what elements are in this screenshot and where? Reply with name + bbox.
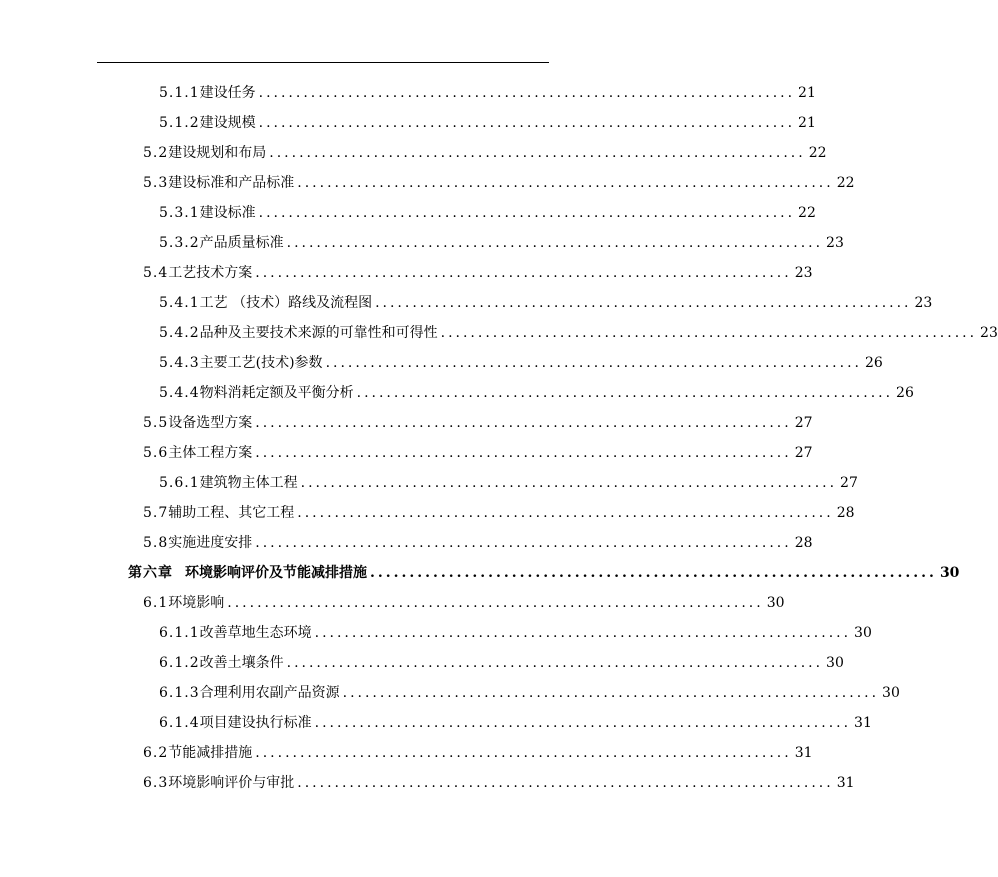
toc-entry-number: 6.3 [143, 775, 169, 791]
toc-entry[interactable] [159, 652, 844, 674]
dot-leader: ........................................................................ [255, 415, 792, 431]
dot-leader: ........................................................................ [255, 745, 792, 761]
toc-entry-number: 6.1.1 [159, 625, 200, 641]
toc-entry-title: 建设任务 [199, 85, 256, 101]
toc-entry-number: 6.1.3 [159, 685, 200, 701]
toc-entry-title: 合理利用农副产品资源 [199, 685, 340, 701]
toc-entry-page: 30 [766, 595, 785, 611]
toc-entry-page: 27 [840, 475, 858, 491]
dot-leader: ........................................................................ [314, 715, 852, 731]
toc-entry-title: 节能减排措施 [168, 745, 253, 761]
toc-entry-page: 26 [864, 355, 883, 371]
toc-entry-title: 工艺 （技术）路线及流程图 [199, 295, 373, 311]
toc-entry-title: 建设标准 [199, 205, 256, 221]
dot-leader: ........................................................................ [370, 565, 937, 581]
toc-entry[interactable] [143, 502, 855, 524]
dot-leader: ........................................................................ [286, 235, 824, 251]
dot-leader: ........................................................................ [375, 295, 912, 311]
toc-entry-page: 21 [798, 85, 816, 101]
toc-entry-title: 品种及主要技术来源的可靠性和可得性 [199, 325, 438, 341]
toc-entry-number: 第六章 [128, 565, 173, 581]
toc-entry-page: 30 [939, 565, 960, 581]
toc-entry-title: 辅助工程、其它工程 [168, 505, 295, 521]
toc-entry[interactable] [143, 262, 813, 284]
dot-leader: ........................................................................ [258, 205, 796, 221]
dot-leader: ........................................................................ [258, 85, 796, 101]
toc-entry-title: 环境影响 [168, 595, 225, 611]
dot-leader: ........................................................................ [255, 265, 792, 281]
toc-entry-page: 23 [914, 295, 933, 311]
toc-chapter-entry[interactable] [128, 562, 960, 584]
toc-entry[interactable] [143, 742, 813, 764]
dot-leader: ........................................................................ [342, 685, 880, 701]
dot-leader: ........................................................................ [297, 175, 834, 191]
toc-entry-number: 5.1.2 [159, 115, 200, 131]
dot-leader: ........................................................................ [255, 445, 792, 461]
dot-leader: ........................................................................ [314, 625, 852, 641]
toc-entry-title: 工艺技术方案 [168, 265, 253, 281]
toc-entry-title: 建设标准和产品标准 [168, 175, 295, 191]
toc-entry-title: 环境影响评价与审批 [168, 775, 295, 791]
toc-entry[interactable] [159, 322, 998, 344]
toc-entry-page: 21 [798, 115, 816, 131]
toc-entry-number: 6.1 [143, 595, 169, 611]
toc-entry-number: 5.5 [143, 415, 169, 431]
toc-entry-page: 31 [794, 745, 813, 761]
toc-entry[interactable] [159, 382, 914, 404]
toc-entry-title: 产品质量标准 [199, 235, 284, 251]
toc-entry-title: 建设规划和布局 [168, 145, 267, 161]
toc-entry[interactable] [159, 472, 858, 494]
toc-entry-page: 28 [836, 505, 855, 521]
toc-entry-number: 5.6 [143, 445, 169, 461]
toc-entry[interactable] [159, 682, 900, 704]
toc-entry[interactable] [143, 532, 813, 554]
toc-entry-number: 5.2 [143, 145, 169, 161]
toc-entry-page: 22 [836, 175, 855, 191]
toc-entry-page: 26 [896, 385, 914, 401]
toc-entry-title: 物料消耗定额及平衡分析 [199, 385, 354, 401]
toc-entry-title: 环境影响评价及节能减排措施 [185, 565, 367, 581]
toc-entry[interactable] [159, 292, 933, 314]
toc-entry-title: 项目建设执行标准 [199, 715, 312, 731]
toc-entry-title: 实施进度安排 [168, 535, 253, 551]
dot-leader: ........................................................................ [258, 115, 796, 131]
toc-entry-page: 30 [854, 625, 872, 641]
toc-entry-number: 6.1.2 [159, 655, 200, 671]
toc-entry[interactable] [159, 352, 883, 374]
dot-leader: ........................................................................ [255, 535, 792, 551]
toc-entry-title: 设备选型方案 [168, 415, 253, 431]
toc-entry-title: 改善土壤条件 [199, 655, 284, 671]
toc-entry-page: 30 [826, 655, 844, 671]
toc-entry-number: 5.3 [143, 175, 169, 191]
toc-entry-number: 5.4.4 [159, 385, 200, 401]
toc-entry-number: 5.1.1 [159, 85, 200, 101]
toc-entry[interactable] [159, 622, 872, 644]
toc-entry-number: 5.4 [143, 265, 169, 281]
toc-entry-page: 22 [798, 205, 816, 221]
toc-entry-number: 6.1.4 [159, 715, 200, 731]
dot-leader: ........................................................................ [297, 505, 834, 521]
toc-entry-title: 改善草地生态环境 [199, 625, 312, 641]
toc-entry-number: 5.6.1 [159, 475, 200, 491]
toc-entry-number: 5.8 [143, 535, 169, 551]
toc-entry-title: 主要工艺(技术)参数 [199, 355, 323, 371]
toc-entry-number: 5.7 [143, 505, 169, 521]
toc-entry-page: 31 [836, 775, 855, 791]
toc-entry-page: 30 [882, 685, 900, 701]
toc-entry-title: 建设规模 [199, 115, 256, 131]
toc-entry[interactable] [143, 142, 827, 164]
toc-entry-page: 31 [854, 715, 872, 731]
dot-leader: ........................................................................ [440, 325, 978, 341]
dot-leader: ........................................................................ [286, 655, 824, 671]
toc-entry-page: 23 [794, 265, 813, 281]
toc-entry-number: 5.3.2 [159, 235, 200, 251]
toc-entry-page: 23 [980, 325, 998, 341]
toc-entry-number: 5.3.1 [159, 205, 200, 221]
toc-entry[interactable] [159, 112, 816, 134]
toc-entry-title: 建筑物主体工程 [199, 475, 298, 491]
dot-leader: ........................................................................ [227, 595, 764, 611]
toc-entry-page: 22 [808, 145, 827, 161]
toc-entry-page: 28 [794, 535, 813, 551]
toc-entry-number: 5.4.1 [159, 295, 200, 311]
dot-leader: ........................................................................ [356, 385, 894, 401]
header-rule [97, 62, 549, 63]
toc-entry[interactable] [159, 232, 844, 254]
toc-entry-number: 5.4.2 [159, 325, 200, 341]
dot-leader: ........................................................................ [297, 775, 834, 791]
toc-entry[interactable] [143, 772, 855, 794]
toc-entry[interactable] [143, 442, 813, 464]
toc-entry-page: 27 [794, 445, 813, 461]
toc-entry[interactable] [143, 592, 785, 614]
toc-entry[interactable] [143, 412, 813, 434]
dot-leader: ........................................................................ [300, 475, 838, 491]
dot-leader: ........................................................................ [325, 355, 862, 371]
toc-entry[interactable] [159, 202, 816, 224]
toc-entry-title: 主体工程方案 [168, 445, 253, 461]
toc-entry[interactable] [143, 172, 855, 194]
toc-entry-number: 6.2 [143, 745, 169, 761]
toc-entry-page: 27 [794, 415, 813, 431]
toc-entry[interactable] [159, 82, 816, 104]
dot-leader: ........................................................................ [269, 145, 806, 161]
toc-entry[interactable] [159, 712, 872, 734]
toc-entry-number: 5.4.3 [159, 355, 200, 371]
toc-entry-page: 23 [826, 235, 844, 251]
